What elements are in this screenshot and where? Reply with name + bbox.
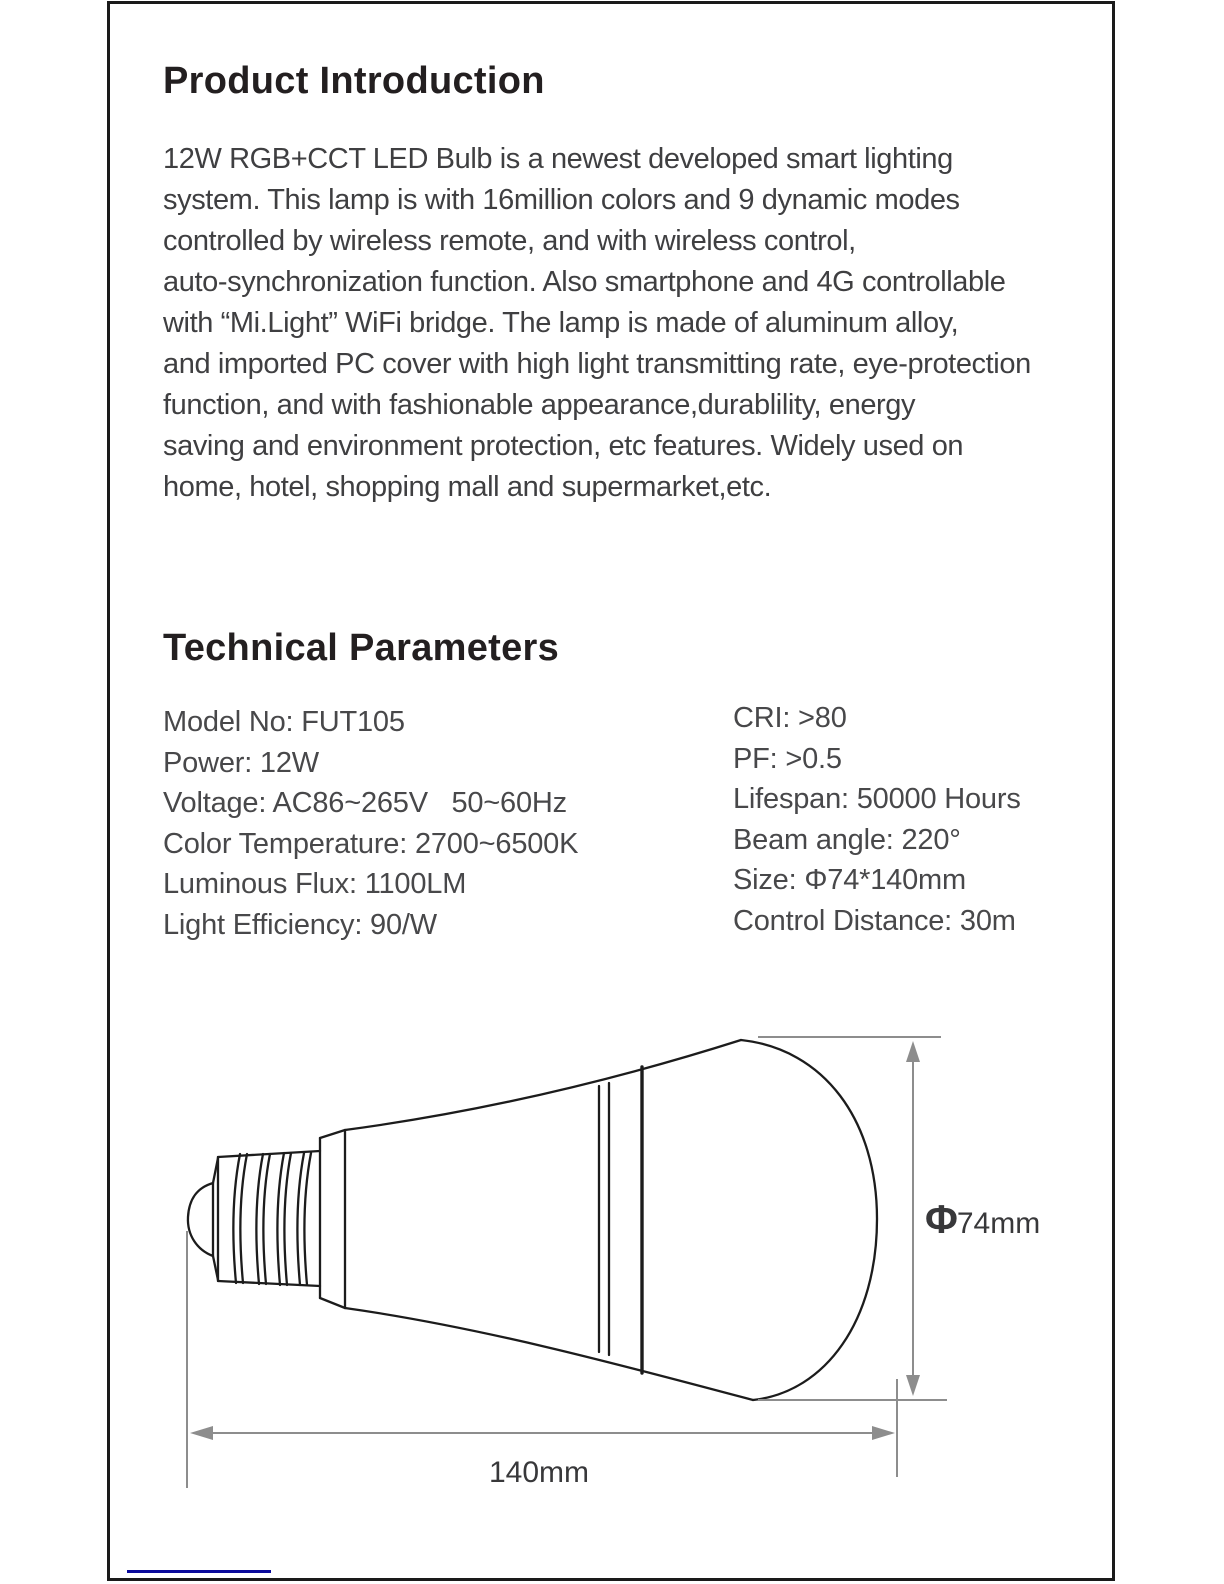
spec-row-control-distance: Control Distance: 30m (733, 904, 1016, 937)
intro-line: with “Mi.Light” WiFi bridge. The lamp is made of aluminum alloy, (163, 307, 959, 339)
bulb-outline (188, 1040, 877, 1400)
section-title-product-introduction: Product Introduction (163, 60, 545, 102)
section-title-technical-parameters: Technical Parameters (163, 627, 560, 669)
intro-line: controlled by wireless remote, and with wireless control, (163, 225, 856, 257)
intro-line: auto-synchronization function. Also smartphone and 4G controllable (163, 266, 1006, 298)
spec-row-pf: PF: >0.5 (733, 742, 842, 775)
spec-row-size: Size: Φ74*140mm (733, 864, 966, 896)
length-label: 140mm (489, 1456, 590, 1489)
spec-row-voltage: Voltage: AC86~265V 50~60Hz (163, 787, 567, 819)
intro-line: system. This lamp is with 16million colors and 9 dynamic modes (163, 184, 960, 216)
spec-row-power: Power: 12W (163, 746, 319, 779)
intro-line: 12W RGB+CCT LED Bulb is a newest developed smart lighting (163, 143, 953, 175)
spec-row-cri: CRI: >80 (733, 702, 847, 734)
intro-line: saving and environment protection, etc features. Widely used on (163, 430, 964, 462)
phi-symbol: Φ (925, 1198, 957, 1242)
spec-row-color-temperature: Color Temperature: 2700~6500K (163, 827, 579, 860)
spec-row-model: Model No: FUT105 (163, 706, 405, 738)
dimension-lines (187, 1037, 947, 1488)
footer-underline (127, 1570, 271, 1573)
screw-threads (233, 1153, 311, 1285)
intro-line: and imported PC cover with high light transmitting rate, eye-protection (163, 348, 1031, 380)
intro-line: home, hotel, shopping mall and supermarket,etc. (163, 471, 772, 503)
spec-row-beam-angle: Beam angle: 220° (733, 823, 961, 856)
spec-row-luminous-flux: Luminous Flux: 1100LM (163, 868, 467, 900)
spec-row-lifespan: Lifespan: 50000 Hours (733, 783, 1021, 815)
diameter-label (925, 1198, 1040, 1243)
spec-row-light-efficiency: Light Efficiency: 90/W (163, 908, 437, 941)
intro-line: function, and with fashionable appearance,durablility, energy (163, 389, 916, 421)
diameter-value: 74mm (956, 1207, 1041, 1240)
